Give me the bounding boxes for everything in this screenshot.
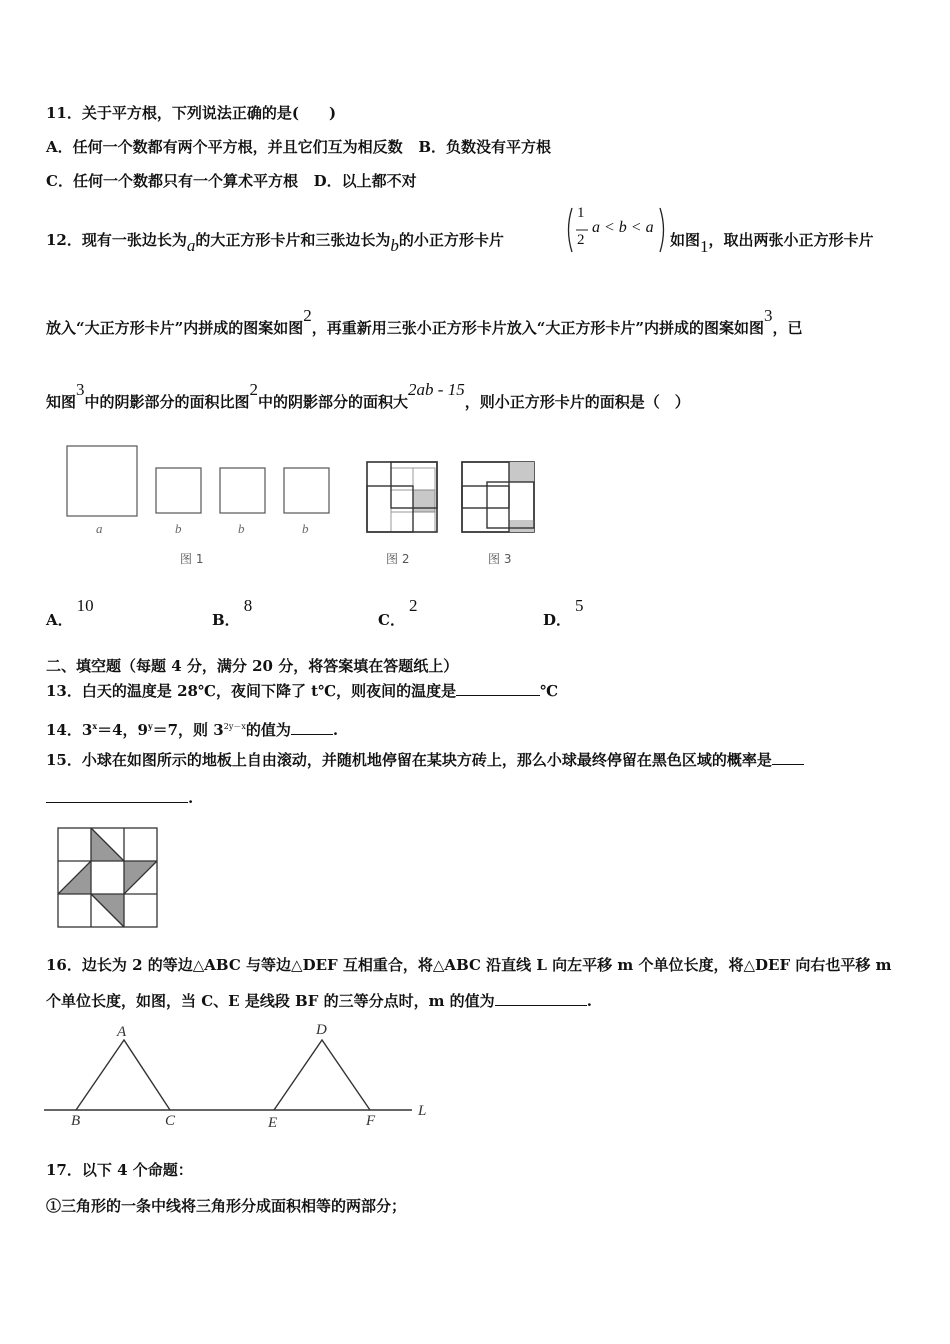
q12-option-a-value: 10 — [76, 596, 94, 615]
q14-end: . — [332, 721, 339, 739]
q13-unit: ℃ — [540, 682, 559, 700]
figure-1 — [67, 446, 329, 566]
q12-option-c-value: 2 — [408, 596, 418, 615]
q12-option-b-letter: B． — [212, 611, 240, 629]
q12-line3-fig3: 3 — [76, 380, 85, 399]
label-b: B — [71, 1113, 81, 1129]
label-l: L — [418, 1103, 427, 1119]
q15-answer-blank-2 — [46, 788, 188, 803]
q12-line3-a: 知图 — [46, 393, 77, 411]
q12-option-c — [378, 596, 418, 630]
q14 — [46, 716, 338, 740]
q12-line1-end — [670, 230, 874, 256]
q13 — [46, 681, 558, 701]
q12-option-d-letter: D． — [543, 611, 572, 629]
q11-option-d: D．以上都不对 — [313, 172, 417, 190]
q12-line3-b: 中的阴影部分的面积比图 — [84, 393, 250, 411]
q12-option-b — [212, 596, 253, 630]
q12-option-a-letter: A． — [46, 611, 73, 629]
q12-line3-d: ，则小正方形卡片的面积是（ ） — [464, 393, 690, 411]
q14-answer-blank — [291, 720, 333, 735]
q14-exp-2: y — [147, 721, 153, 731]
q12-line2 — [46, 306, 803, 338]
q12-option-d — [543, 596, 584, 630]
q15-text: 15．小球在如图所示的地板上自由滚动，并随机地停留在某块方砖上，那么小球最终停留在黑色区域的概率是 — [46, 751, 772, 769]
q12-text-3: 的小正方形卡片 — [398, 231, 504, 249]
triangle-abc — [76, 1040, 170, 1110]
q12-line2-b: ，再重新用三张小正方形卡片放入“大正方形卡片”内拼成的图案如图 — [311, 319, 765, 337]
q12-cond-denominator: 2 — [577, 232, 585, 248]
q12-cond-numerator: 1 — [577, 205, 585, 221]
q11-option-a: A．任何一个数都有两个平方根，并且它们互为相反数 — [46, 138, 403, 156]
q12-option-d-value: 5 — [575, 596, 584, 615]
fig3-label: 图 3 — [488, 552, 512, 566]
q16-line1: 16．边长为 2 的等边△ABC 与等边△DEF 互相重合，将△ABC 沿直线 L 向左平移 m 个单位长度，将△DEF 向右也平移 m — [46, 956, 892, 974]
fig1-caption-a: a — [96, 521, 103, 536]
q13-text: 13．白天的温度是 28℃，夜间下降了 t℃，则夜间的温度是 — [46, 682, 457, 700]
q16-text: 个单位长度，如图，当 C、E 是线段 BF 的三等分点时，m 的值为 — [46, 992, 495, 1010]
q15-floor-figure — [58, 828, 158, 928]
q12-option-c-letter: C． — [378, 611, 405, 629]
q12-text-2: 的大正方形卡片和三张边长为 — [195, 231, 391, 249]
q12-text-5: ，取出两张小正方形卡片 — [708, 231, 874, 249]
q15-answer-blank-1 — [772, 750, 804, 765]
q11-option-b: B．负数没有平方根 — [418, 138, 551, 156]
q12-fig3-ref: 3 — [764, 306, 773, 325]
q11-options-row2 — [46, 171, 417, 191]
q12-line3-fig2: 2 — [249, 380, 259, 399]
q17-item-1: ①三角形的一条中线将三角形分成面积相等的两部分； — [46, 1197, 407, 1215]
figure-2 — [367, 462, 437, 566]
q15-line2 — [46, 788, 193, 808]
q12-line3 — [46, 380, 690, 412]
figure-3 — [462, 462, 534, 566]
q14-text-2: ＝4，9 — [97, 721, 148, 739]
q12-fig2-ref: 2 — [303, 306, 312, 325]
q12-text-4: 如图 — [670, 231, 701, 249]
label-d: D — [316, 1022, 327, 1038]
q12-fig1-ref: 1 — [700, 237, 709, 256]
q11-options-row1 — [46, 137, 551, 157]
q16-line2 — [46, 991, 592, 1011]
q11-stem: 11．关于平方根，下列说法正确的是( ) — [46, 104, 337, 122]
q12-option-a — [46, 596, 94, 630]
q14-text-4: 的值为 — [245, 721, 291, 739]
fig1-caption-b3: b — [302, 521, 309, 536]
q12-cond-inequality: a < b < a — [592, 219, 654, 236]
q16-end: . — [586, 992, 592, 1010]
q14-exp-3: 2y－x — [223, 722, 246, 731]
fig1-caption-b1: b — [175, 521, 182, 536]
q14-exp-1: x — [92, 721, 98, 731]
label-f: F — [366, 1113, 376, 1129]
triangle-def — [274, 1040, 370, 1110]
section-2-heading: 二、填空题（每题 4 分，满分 20 分，将答案填在答题纸上） — [46, 657, 459, 675]
q15 — [46, 750, 804, 770]
q12-var-a: a — [186, 236, 196, 255]
fig1-label: 图 1 — [180, 552, 204, 566]
label-e: E — [268, 1115, 278, 1131]
q13-answer-blank — [456, 681, 540, 696]
fig2-label: 图 2 — [386, 552, 410, 566]
q12-line2-a: 放入“大正方形卡片”内拼成的图案如图 — [46, 319, 304, 337]
q12-option-b-value: 8 — [243, 596, 253, 615]
label-a: A — [117, 1024, 127, 1040]
label-c: C — [165, 1113, 176, 1129]
q12-line1 — [46, 230, 504, 255]
q16-triangles-figure — [44, 1020, 444, 1135]
q12-var-b: b — [390, 236, 399, 255]
q12-line2-c: ，已 — [772, 319, 803, 337]
q15-end: . — [188, 789, 194, 807]
q12-text-1: 12．现有一张边长为 — [46, 231, 187, 249]
q12-figures — [60, 440, 550, 575]
q17-stem: 17．以下 4 个命题： — [46, 1161, 193, 1179]
q12-line3-c: 中的阴影部分的面积大 — [258, 393, 409, 411]
fig1-caption-b2: b — [238, 521, 245, 536]
q12-expression: 2ab - 15 — [408, 380, 465, 399]
q11-option-c: C．任何一个数都只有一个算术平方根 — [46, 172, 298, 190]
q14-text-3: ＝7，则 3 — [152, 721, 224, 739]
q16-answer-blank — [495, 991, 587, 1006]
q14-text-1: 14．3 — [46, 721, 93, 739]
